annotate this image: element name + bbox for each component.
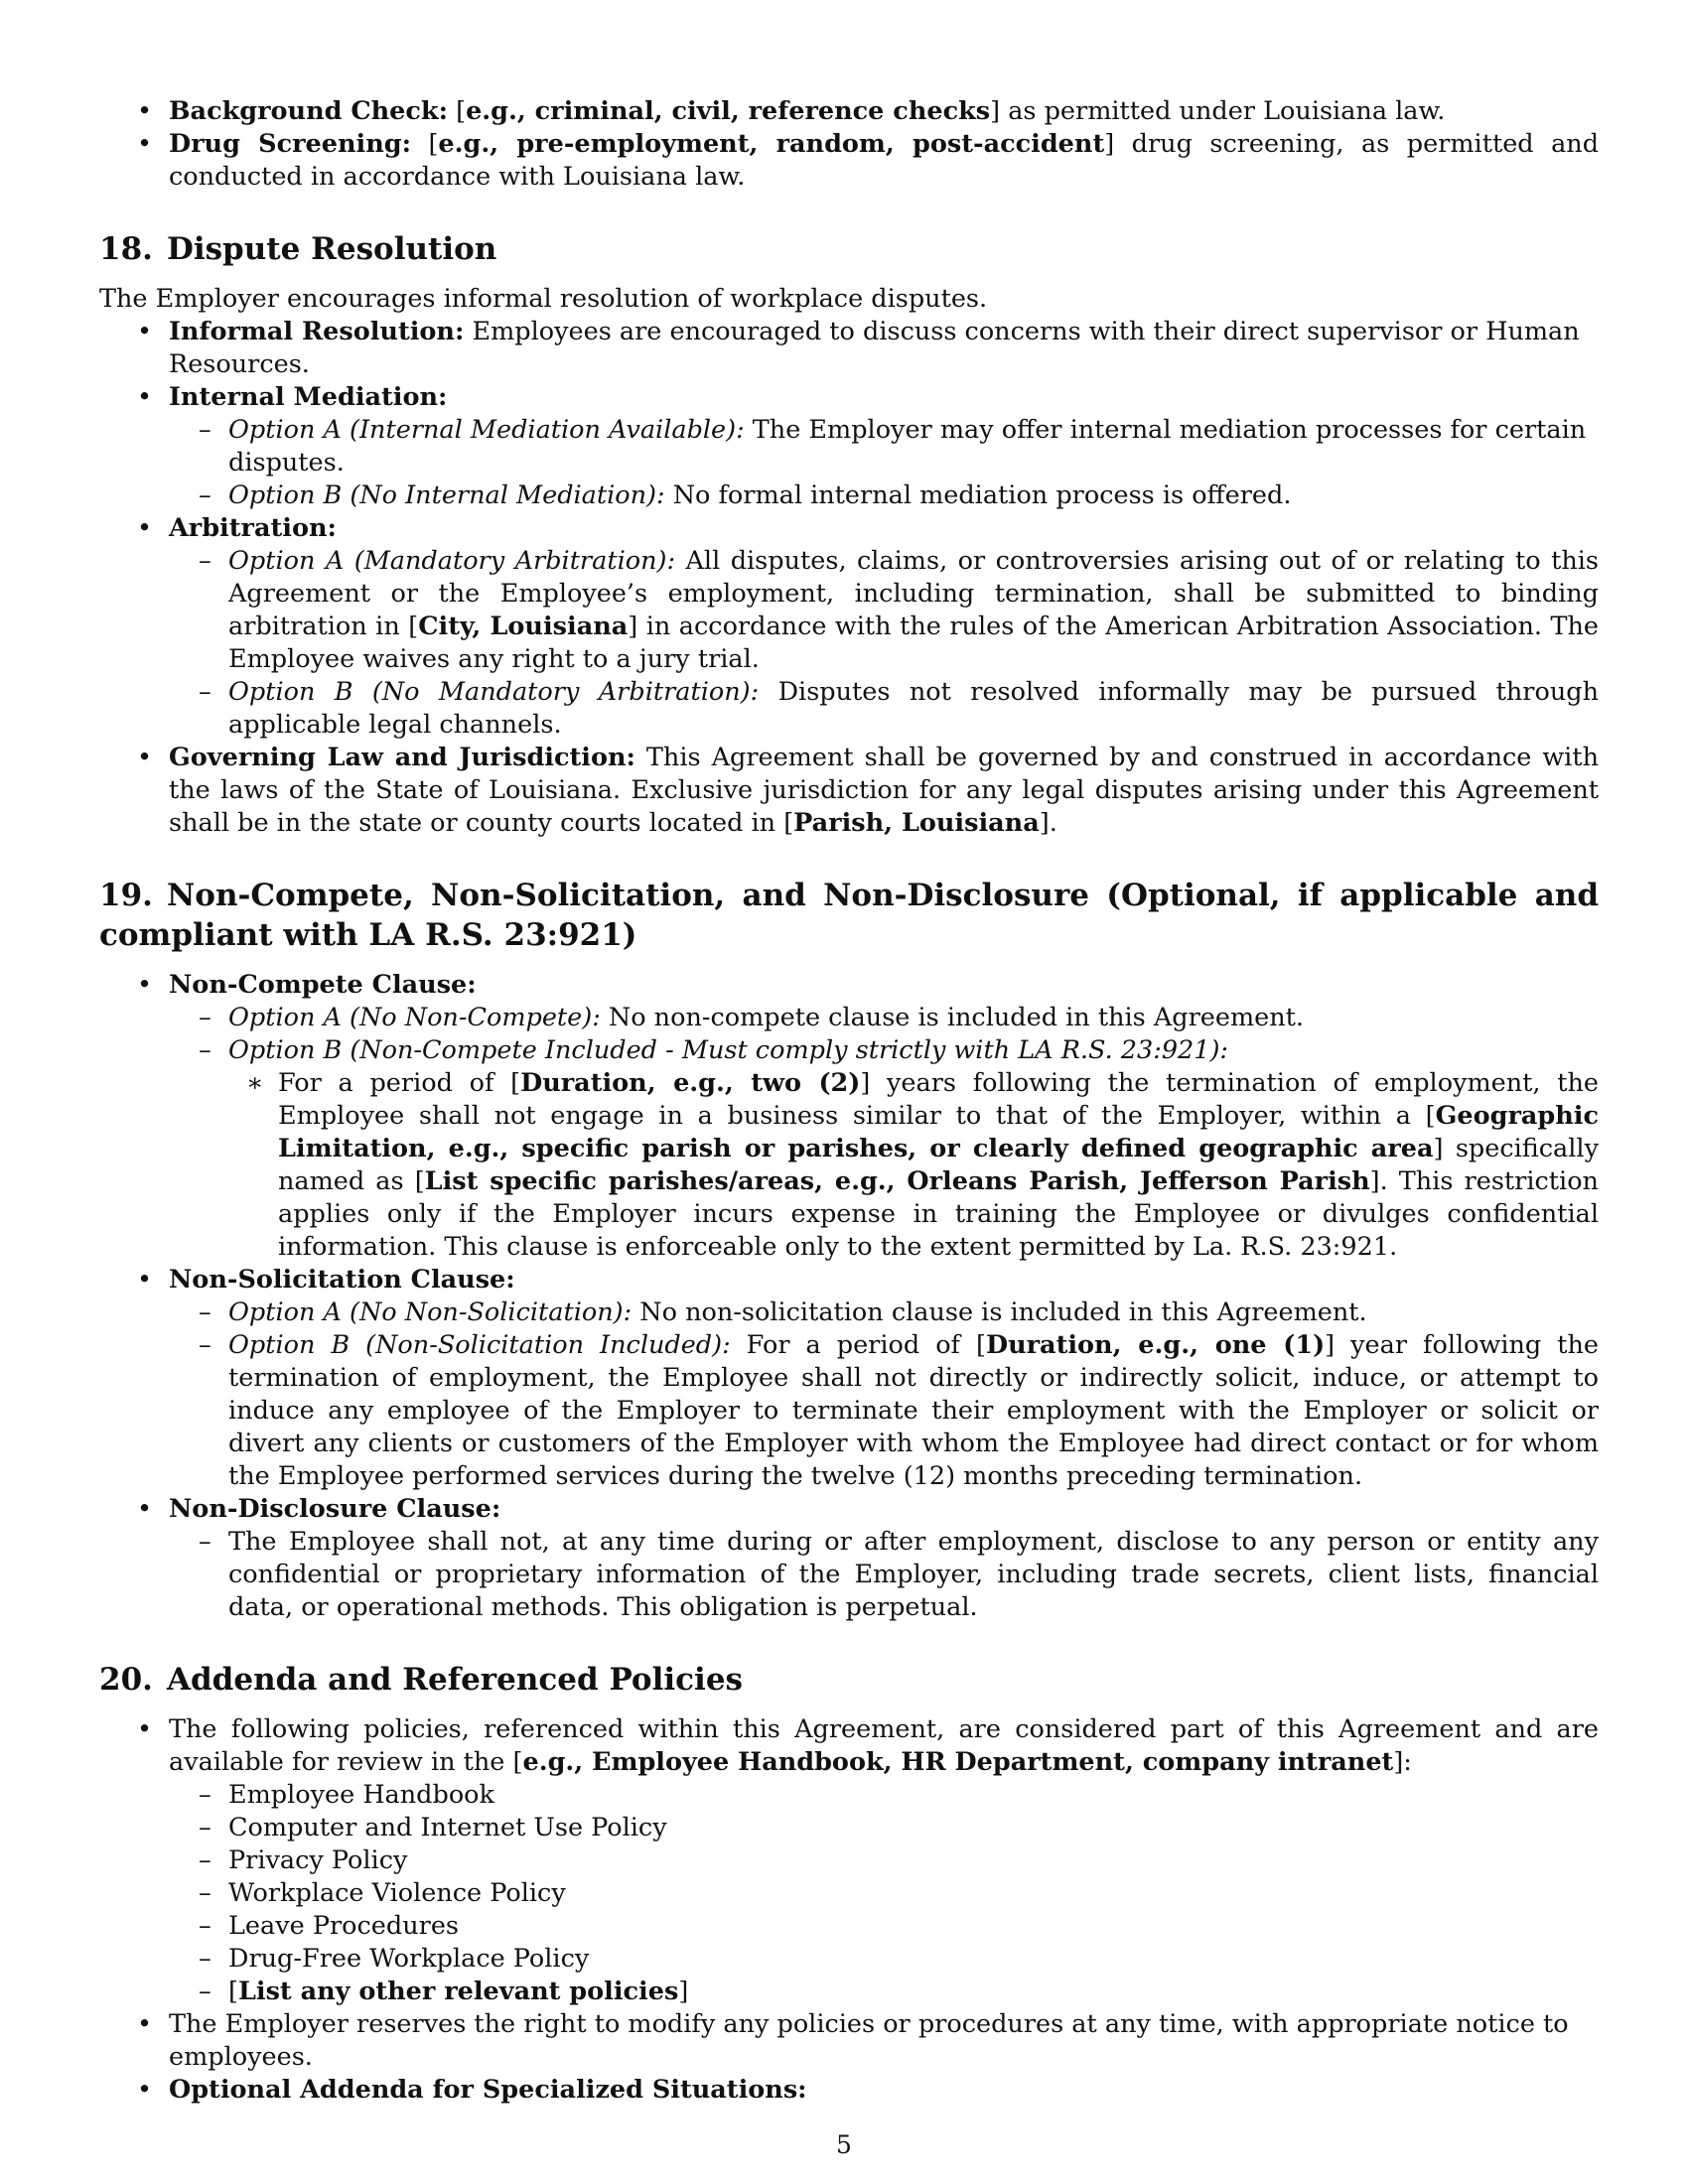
- dash-icon: –: [199, 1878, 211, 1908]
- dash-icon: –: [199, 677, 211, 707]
- list-item: – Option B (No Internal Mediation): No formal internal mediation process is offered.: [199, 480, 1292, 510]
- list-item: – Option A (No Non-Compete): No non-compete clause is included in this Agreement.: [199, 1003, 1304, 1032]
- dash-icon: –: [199, 1944, 211, 1974]
- dash-icon: –: [199, 415, 211, 445]
- dash-icon: –: [199, 1780, 211, 1810]
- policy-item: – Workplace Violence Policy: [199, 1878, 566, 1908]
- dash-icon: –: [199, 546, 211, 576]
- list-item: • The Employer reserves the right to modify any policies or procedures at any time, with appropriate notice to employees.: [137, 2009, 1569, 2072]
- dash-icon: –: [199, 1977, 211, 2006]
- list-item: ∗ For a period of [Duration, e.g., two (2)] years following the termination of employment, the Employee shall not engage in a business similar to that of the Employer, within a [Geographic Limitation, e.g., specific parish or parishes, or clearly defined geographic area] specifically named as [List specific parishes/areas, e.g., Orleans Parish, Jefferson Parish]. This restriction applies only if the Employer incurs expense in training the Employee or divulges confidential information. This clause is enforceable only to the extent permitted by La. R.S. 23:921.: [246, 1068, 1599, 1262]
- bullet-icon: •: [137, 129, 153, 159]
- list-item: • Background Check: [e.g., criminal, civil, reference checks] as permitted under Louisiana law.: [137, 96, 1446, 126]
- bullet-icon: •: [137, 1265, 153, 1295]
- policy-item: – [List any other relevant policies]: [199, 1977, 689, 2006]
- policy-item: – Privacy Policy: [199, 1845, 408, 1875]
- document-page: [99, 95, 1599, 2107]
- bullet-icon: •: [137, 513, 153, 543]
- bullet-icon: •: [137, 2009, 153, 2039]
- list-item: • Arbitration: – Option A (Mandatory Arbitration): All disputes, claims, or controversies arising out of or relating to this Agreement or the Employee’s employment, including termination, shall be submitted to binding arbitration in [City, Louisiana] in accordance with the rules of the American Arbitration Association. The Employee waives any right to a jury trial. – Option B (No Mandatory Arbitration): Disputes not resolved informally may be pursued through applicable legal channels.: [137, 513, 1600, 740]
- asterisk-icon: ∗: [246, 1068, 264, 1098]
- bullet-icon: •: [137, 743, 153, 772]
- list-item: – The Employee shall not, at any time during or after employment, disclose to any person or entity any confidential or proprietary information of the Employer, including trade secrets, client lists, financial data, or operational methods. This obligation is perpetual.: [199, 1527, 1599, 1622]
- dispute-list: [99, 316, 1599, 840]
- dash-icon: –: [199, 1330, 211, 1360]
- addenda-list: [99, 1713, 1599, 2107]
- list-item: • Internal Mediation: – Option A (Internal Mediation Available): The Employer may offer internal mediation processes for certain disputes. – Option B (No Internal Mediation): No formal internal mediation process is offered.: [99, 381, 1599, 512]
- bullet-icon: •: [137, 96, 153, 126]
- dash-icon: –: [199, 1297, 211, 1327]
- list-item: – Option B (No Mandatory Arbitration): Disputes not resolved informally may be pursued through applicable legal channels.: [199, 677, 1599, 740]
- bullet-icon: •: [137, 317, 153, 346]
- section-18-intro: The Employer encourages informal resolution of workplace disputes.: [99, 284, 988, 314]
- list-item: – Option B (Non-Solicitation Included): For a period of [Duration, e.g., one (1)] year following the termination of employment, the Employee shall not directly or indirectly solicit, induce, or attempt to induce any employee of the Employer to terminate their employment with the Employer or solicit or divert any clients or customers of the Employer with whom the Employee had direct contact or for whom the Employee performed services during the twelve (12) months preceding termination.: [199, 1330, 1599, 1491]
- policy-item: – Leave Procedures: [199, 1911, 460, 1941]
- bullet-icon: •: [137, 1494, 153, 1524]
- bullet-icon: •: [137, 382, 153, 412]
- policy-item: – Employee Handbook: [199, 1780, 494, 1810]
- dash-icon: –: [199, 1003, 211, 1032]
- list-item: • Optional Addenda for Specialized Situations:: [137, 2075, 807, 2105]
- restrictive-covenants-list: [99, 969, 1599, 1624]
- dash-icon: –: [199, 1813, 211, 1843]
- section-heading-18: 18. Dispute Resolution: [99, 231, 497, 267]
- list-item: – Option B (Non-Compete Included - Must comply strictly with LA R.S. 23:921): ∗ For a period of [Duration, e.g., two (2)] years following the termination of employment, the Employee shall not engage in a business similar to that of the Employer, within a [Geographic Limitation, e.g., specific parish or parishes, or clearly defined geographic area] specifically named as [List specific parishes/areas, e.g., Orleans Parish, Jefferson Parish]. This restriction applies only if the Employer incurs expense in training the Employee or divulges confidential information. This clause is enforceable only to the extent permitted by La. R.S. 23:921.: [199, 1035, 1599, 1262]
- policy-list: [169, 1779, 1599, 2008]
- dash-icon: –: [199, 1845, 211, 1875]
- section-heading-19: 19. Non-Compete, Non-Solicitation, and Non-Disclosure (Optional, if applicable and compliant with LA R.S. 23:921): [99, 878, 1599, 953]
- bullet-icon: •: [137, 1714, 153, 1744]
- bullet-icon: •: [137, 970, 153, 1000]
- dash-icon: –: [199, 1527, 211, 1557]
- page-number: 5: [836, 2130, 852, 2159]
- dash-icon: –: [199, 1035, 211, 1065]
- dash-icon: –: [199, 480, 211, 510]
- list-item: • Non-Disclosure Clause: – The Employee shall not, at any time during or after employment, disclose to any person or entity any confidential or proprietary information of the Employer, including trade secrets, client lists, financial data, or operational methods. This obligation is perpetual.: [137, 1494, 1599, 1622]
- dash-icon: –: [199, 1911, 211, 1941]
- list-item: • Governing Law and Jurisdiction: This Agreement shall be governed by and construed in accordance with the laws of the State of Louisiana. Exclusive jurisdiction for any legal disputes arising under this Agreement shall be in the state or county courts located in [Parish, Louisiana].: [137, 743, 1599, 838]
- screening-list: [99, 95, 1599, 194]
- section-heading-20: 20. Addenda and Referenced Policies: [99, 1662, 743, 1698]
- policy-item: – Computer and Internet Use Policy: [199, 1813, 667, 1843]
- list-item: • The following policies, referenced within this Agreement, are considered part of this Agreement and are available for review in the [e.g., Employee Handbook, HR Department, company intranet]: – Employee Handbook – Computer and Internet Use Policy – Privacy Policy – Workplace Violence Policy – Leave Procedures – Drug-Free Workplace Policy – [List any other relevant policies]: [137, 1714, 1599, 2006]
- list-item: • Non-Solicitation Clause: – Option A (No Non-Solicitation): No non-solicitation clause is included in this Agreement. – Option B (Non-Solicitation Included): For a period of [Duration, e.g., one (1)] year following the termination of employment, the Employee shall not directly or indirectly solicit, induce, or attempt to induce any employee of the Employer to terminate their employment with the Employer or solicit or divert any clients or customers of the Employer with whom the Employee had direct contact or for whom the Employee performed services during the twelve (12) months preceding termination.: [137, 1265, 1599, 1491]
- list-item: • Drug Screening: [e.g., pre-employment, random, post-accident] drug screening, as permitted and conducted in accordance with Louisiana law.: [137, 129, 1600, 192]
- list-item: • Non-Compete Clause: – Option A (No Non-Compete): No non-compete clause is included in this Agreement. – Option B (Non-Compete Included - Must comply strictly with LA R.S. 23:921): ∗ For a period of [Duration, e.g., two (2)] years following the termination of employment, the Employee shall not engage in a business similar to that of the Employer, within a [Geographic Limitation, e.g., specific parish or parishes, or clearly defined geographic area] specifically named as [List specific parishes/areas, e.g., Orleans Parish, Jefferson Parish]. This restriction applies only if the Employer incurs expense in training the Employee or divulges confidential information. This clause is enforceable only to the extent permitted by La. R.S. 23:921.: [137, 970, 1599, 1262]
- policy-item: – Drug-Free Workplace Policy: [199, 1944, 590, 1974]
- list-item: • Informal Resolution: Employees are encouraged to discuss concerns with their direct supervisor or Human Resources.: [137, 317, 1580, 379]
- list-item: – Option A (No Non-Solicitation): No non-solicitation clause is included in this Agreement.: [199, 1297, 1367, 1327]
- bullet-icon: •: [137, 2075, 153, 2105]
- list-item: – Option A (Mandatory Arbitration): All disputes, claims, or controversies arising out of or relating to this Agreement or the Employee’s employment, including termination, shall be submitted to binding arbitration in [City, Louisiana] in accordance with the rules of the American Arbitration Association. The Employee waives any right to a jury trial.: [199, 546, 1600, 674]
- list-item: – Option A (Internal Mediation Available): The Employer may offer internal mediation processes for certain disputes.: [199, 415, 1587, 478]
